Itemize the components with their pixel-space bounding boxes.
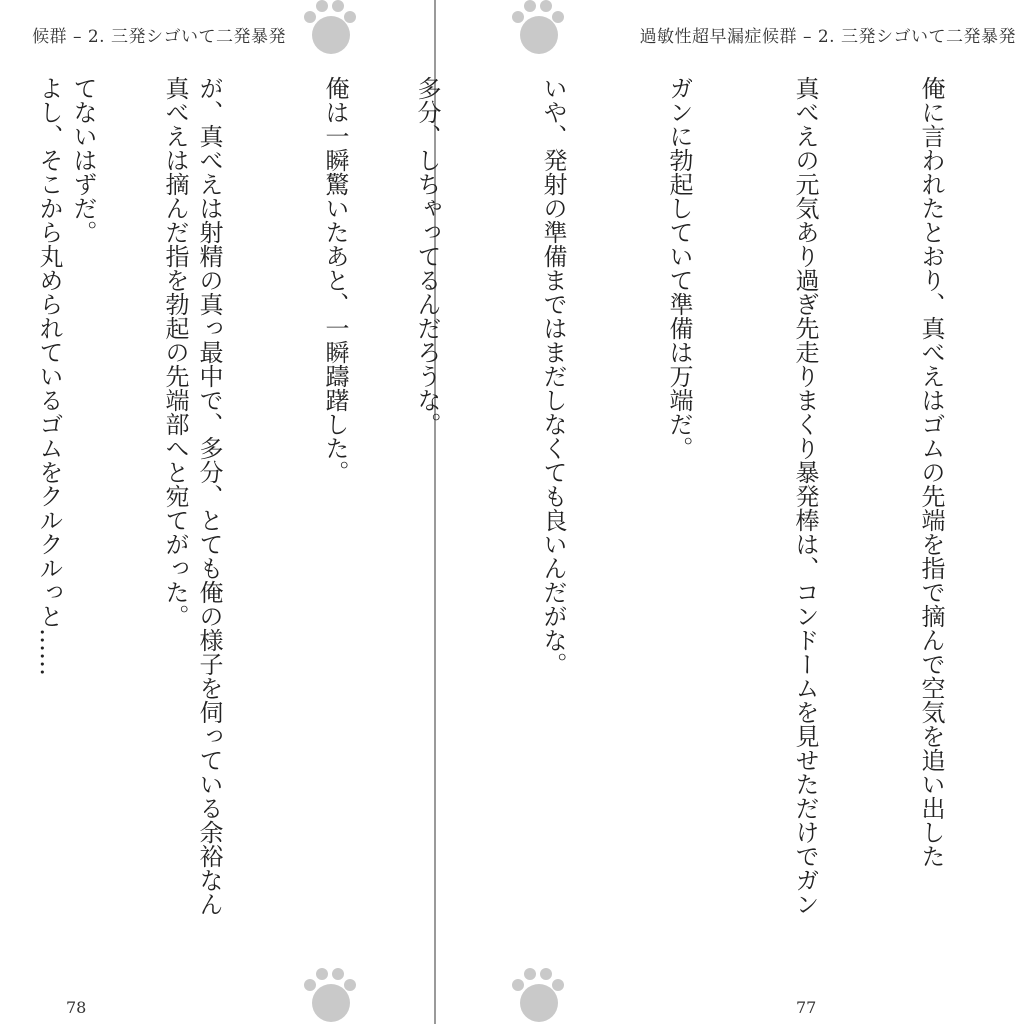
text-line: ガンに勃起していて準備は万端だ。 xyxy=(665,76,693,460)
body-text xyxy=(0,76,1036,966)
paw-print-icon xyxy=(512,968,564,1022)
page-number: 77 xyxy=(796,998,817,1017)
text-line: 多分、しちゃってるんだろうな。 xyxy=(413,76,441,436)
text-line: 俺に言われたとおり、真べえはゴムの先端を指で摘んで空気を追い出した xyxy=(917,76,945,868)
paw-print-icon xyxy=(512,0,564,54)
running-header: 過敏性超早漏症候群 – 2. 三発シゴいて二発暴発 xyxy=(639,27,1016,47)
paw-print-icon xyxy=(304,0,356,54)
text-line: が、真べえは射精の真っ最中で、多分、とても俺の様子を伺っている余裕なん xyxy=(195,76,223,916)
page-number: 78 xyxy=(66,998,87,1017)
blank-line xyxy=(280,76,322,966)
text-line: 俺は一瞬驚いたあと、一瞬躊躇した。 xyxy=(321,76,349,484)
text-line: 真べえの元気あり過ぎ先走りまくり暴発棒は、コンドームを見せただけでガン xyxy=(791,76,819,916)
text-line: よし、そこから丸められているゴムをクルクルっと…… xyxy=(35,76,63,676)
text-line: いや、発射の準備まではまだしなくても良いんだがな。 xyxy=(539,76,567,676)
text-line: 真べえは摘んだ指を勃起の先端部へと宛てがった。 xyxy=(161,76,189,628)
text-line: てないはずだ。 xyxy=(69,76,97,244)
paw-print-icon xyxy=(304,968,356,1022)
running-header: 候群 – 2. 三発シゴいて二発暴発 xyxy=(32,27,286,47)
